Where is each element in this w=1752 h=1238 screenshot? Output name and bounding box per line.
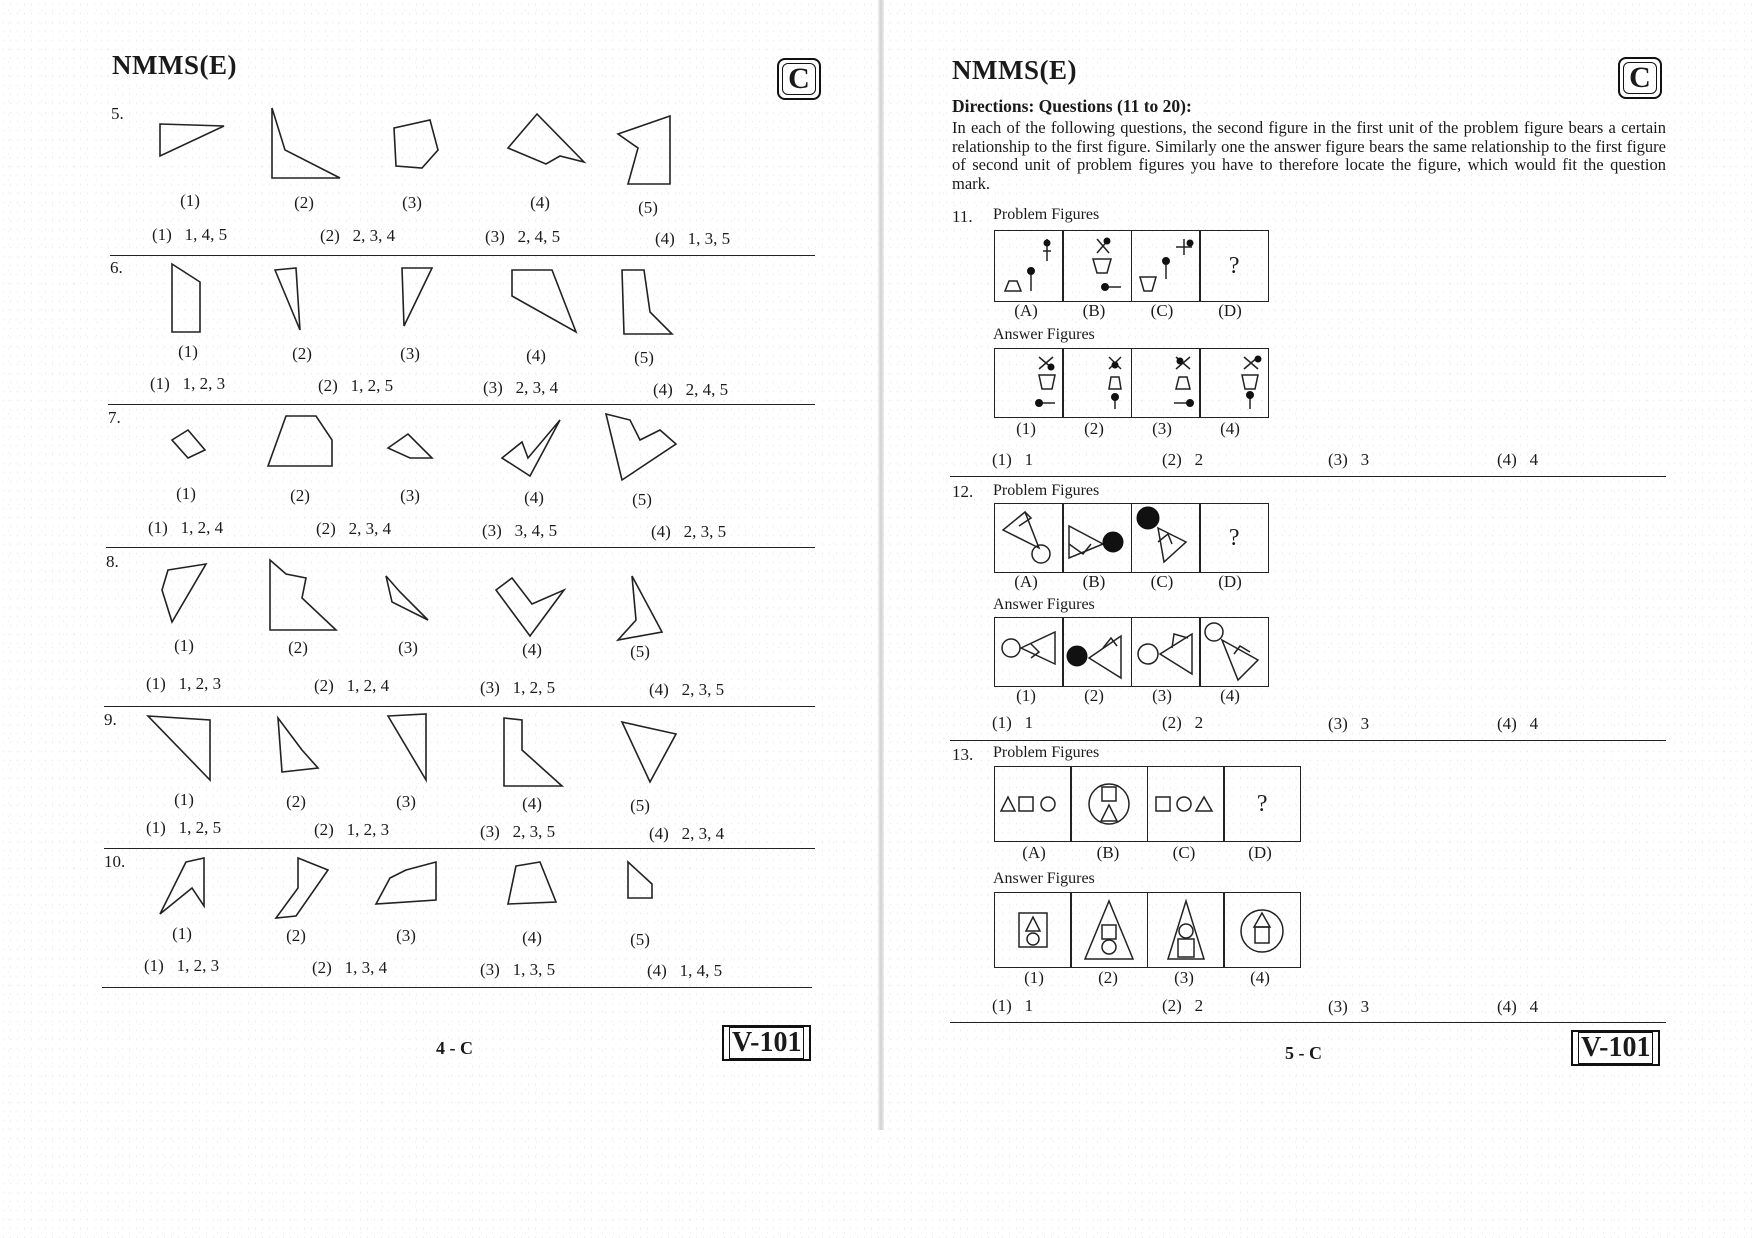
problem-figure-c bbox=[1131, 503, 1201, 573]
option-4[interactable]: (4) 4 bbox=[1497, 450, 1539, 469]
problem-figures-label: Problem Figures bbox=[993, 482, 1100, 499]
figure-label: (5) bbox=[630, 796, 650, 815]
problem-figure-b bbox=[1070, 766, 1148, 842]
option-2[interactable]: (2) 1, 2, 3 bbox=[314, 820, 390, 839]
answer-figure-3[interactable] bbox=[1147, 892, 1225, 968]
figure-label: (A) bbox=[1014, 572, 1038, 591]
q11-a-drawing bbox=[995, 231, 1063, 301]
q12-problem-figures bbox=[994, 503, 1269, 573]
problem-figure-b bbox=[1062, 503, 1132, 573]
option-2[interactable]: (2) 1, 2, 4 bbox=[314, 676, 390, 695]
figure-label: (3) bbox=[400, 344, 420, 363]
option-4[interactable]: (4) 1, 4, 5 bbox=[647, 961, 723, 980]
figure-label: (5) bbox=[638, 198, 658, 217]
q10-shape-4 bbox=[508, 862, 556, 904]
q13-3-drawing bbox=[1148, 893, 1224, 967]
option-3[interactable]: (3) 1, 2, 5 bbox=[480, 678, 556, 697]
figure-label: (3) bbox=[396, 926, 416, 945]
answer-figure-3[interactable] bbox=[1131, 617, 1201, 687]
option-1[interactable]: (1) 1 bbox=[992, 450, 1034, 469]
figure-label: (2) bbox=[1098, 968, 1118, 987]
answer-figures-label: Answer Figures bbox=[993, 326, 1095, 343]
figure-label: (5) bbox=[630, 642, 650, 661]
q13-a-drawing bbox=[995, 767, 1071, 841]
figure-label: (4) bbox=[1250, 968, 1270, 987]
page-header: NMMS(E) bbox=[112, 50, 237, 80]
problem-figure-b bbox=[1062, 230, 1132, 302]
page-number: 4 - C bbox=[436, 1038, 473, 1058]
figure-label: (3) bbox=[396, 792, 416, 811]
q10-shape-1 bbox=[160, 858, 204, 914]
q12-1-drawing bbox=[995, 618, 1063, 686]
answer-figures-label: Answer Figures bbox=[993, 596, 1095, 613]
option-1[interactable]: (1) 1, 2, 3 bbox=[146, 674, 222, 693]
figure-label: (2) bbox=[288, 638, 308, 657]
problem-figure-a bbox=[994, 503, 1064, 573]
answer-figures-label: Answer Figures bbox=[993, 870, 1095, 887]
figure-label: (5) bbox=[632, 490, 652, 509]
right-page bbox=[880, 0, 1752, 1238]
q13-b-drawing bbox=[1071, 767, 1147, 841]
figure-label: (1) bbox=[178, 342, 198, 361]
divider bbox=[950, 1022, 1666, 1023]
figure-label: (D) bbox=[1218, 301, 1242, 320]
figure-label: (3) bbox=[1152, 686, 1172, 705]
q13-answer-figures bbox=[994, 892, 1301, 968]
figure-label: (1) bbox=[180, 191, 200, 210]
q10-shape-3 bbox=[376, 862, 436, 904]
booklet-code-badge: C bbox=[1618, 57, 1662, 99]
divider bbox=[102, 987, 812, 988]
q12-b-drawing bbox=[1063, 504, 1131, 572]
question-number: 6. bbox=[110, 258, 123, 277]
option-4[interactable]: (4) 4 bbox=[1497, 997, 1539, 1016]
figure-label: (C) bbox=[1172, 843, 1196, 862]
q12-a-drawing bbox=[995, 504, 1063, 572]
problem-figure-a bbox=[994, 766, 1072, 842]
option-1[interactable]: (1) 1, 2, 4 bbox=[148, 518, 224, 537]
option-3[interactable]: (3) 3 bbox=[1328, 714, 1370, 733]
q10-shape-5 bbox=[628, 862, 652, 898]
figure-label: (1) bbox=[1024, 968, 1044, 987]
version-badge: V-101 bbox=[1571, 1030, 1660, 1066]
figure-label: (2) bbox=[286, 926, 306, 945]
figure-label: (3) bbox=[398, 638, 418, 657]
option-2[interactable]: (2) 1, 2, 5 bbox=[318, 376, 394, 395]
option-3[interactable]: (3) 2, 3, 4 bbox=[483, 378, 559, 397]
answer-figure-2[interactable] bbox=[1062, 348, 1132, 418]
option-1[interactable]: (1) 1, 2, 3 bbox=[150, 374, 226, 393]
option-3[interactable]: (3) 2, 3, 5 bbox=[480, 822, 556, 841]
figure-label: (4) bbox=[522, 640, 542, 659]
option-2[interactable]: (2) 1, 3, 4 bbox=[312, 958, 388, 977]
question-number: 12. bbox=[952, 482, 974, 501]
question-number: 5. bbox=[111, 104, 124, 123]
answer-figure-1[interactable] bbox=[994, 617, 1064, 687]
answer-figure-3[interactable] bbox=[1131, 348, 1201, 418]
figure-label: (D) bbox=[1218, 572, 1242, 591]
option-4[interactable]: (4) 2, 3, 5 bbox=[649, 680, 725, 699]
figure-label: (C) bbox=[1150, 301, 1174, 320]
problem-figures-label: Problem Figures bbox=[993, 744, 1100, 761]
question-number: 9. bbox=[104, 710, 117, 729]
directions-title: Directions: Questions (11 to 20): bbox=[952, 96, 1192, 116]
q13-2-drawing bbox=[1071, 893, 1147, 967]
page-header: NMMS(E) bbox=[952, 55, 1077, 85]
problem-figure-a bbox=[994, 230, 1064, 302]
option-3[interactable]: (3) 3, 4, 5 bbox=[482, 521, 558, 540]
figure-label: (B) bbox=[1082, 301, 1106, 320]
figure-label: (1) bbox=[174, 790, 194, 809]
q11-problem-figures bbox=[994, 230, 1269, 302]
q13-4-drawing bbox=[1224, 893, 1300, 967]
figure-label: (4) bbox=[1220, 686, 1240, 705]
figure-label: (B) bbox=[1082, 572, 1106, 591]
directions-text: In each of the following questions, the second figure in the first unit of the problem figure bears a certain relationship to the first figure. Similarly one the answer figure bears the same relationship to the first figure of second unit of problem figures you have to therefore locate the figure, which would fit the question mark. bbox=[952, 118, 1666, 193]
figure-label: (4) bbox=[530, 193, 550, 212]
answer-figure-4[interactable] bbox=[1199, 348, 1269, 418]
q11-b-drawing bbox=[1063, 231, 1131, 301]
option-2[interactable]: (2) 2 bbox=[1162, 713, 1204, 732]
option-3[interactable]: (3) 2, 4, 5 bbox=[485, 227, 561, 246]
q11-1-drawing bbox=[995, 349, 1063, 417]
option-2[interactable]: (2) 2, 3, 4 bbox=[320, 226, 396, 245]
figure-label: (1) bbox=[1016, 419, 1036, 438]
option-1[interactable]: (1) 1 bbox=[992, 713, 1034, 732]
answer-figure-4[interactable] bbox=[1223, 892, 1301, 968]
figure-label: (3) bbox=[1174, 968, 1194, 987]
answer-figure-4[interactable] bbox=[1199, 617, 1269, 687]
q13-problem-figures bbox=[994, 766, 1301, 842]
q11-2-drawing bbox=[1063, 349, 1131, 417]
option-4[interactable]: (4) 2, 3, 5 bbox=[651, 522, 727, 541]
problem-figure-c bbox=[1131, 230, 1201, 302]
option-3[interactable]: (3) 3 bbox=[1328, 450, 1370, 469]
option-2[interactable]: (2) 2, 3, 4 bbox=[316, 519, 392, 538]
figure-label: (A) bbox=[1014, 301, 1038, 320]
figure-label: (4) bbox=[524, 488, 544, 507]
problem-figures-label: Problem Figures bbox=[993, 206, 1100, 223]
answer-figure-2[interactable] bbox=[1070, 892, 1148, 968]
figure-label: (2) bbox=[292, 344, 312, 363]
question-number: 13. bbox=[952, 745, 974, 764]
option-4[interactable]: (4) 1, 3, 5 bbox=[655, 229, 731, 248]
figure-label: (A) bbox=[1022, 843, 1046, 862]
figure-label: (B) bbox=[1096, 843, 1120, 862]
question-number: 8. bbox=[106, 552, 119, 571]
question-number: 7. bbox=[108, 408, 121, 427]
option-3[interactable]: (3) 3 bbox=[1328, 997, 1370, 1016]
divider bbox=[950, 476, 1666, 477]
figure-label: (1) bbox=[176, 484, 196, 503]
question-number: 11. bbox=[952, 207, 973, 226]
option-1[interactable]: (1) 1, 2, 5 bbox=[146, 818, 222, 837]
figure-label: (4) bbox=[526, 346, 546, 365]
figure-label: (3) bbox=[1152, 419, 1172, 438]
answer-figure-1[interactable] bbox=[994, 348, 1064, 418]
version-badge: V-101 bbox=[722, 1025, 811, 1061]
option-3[interactable]: (3) 1, 3, 5 bbox=[480, 960, 556, 979]
problem-figure-c bbox=[1147, 766, 1225, 842]
option-4[interactable]: (4) 4 bbox=[1497, 714, 1539, 733]
figure-label: (1) bbox=[1016, 686, 1036, 705]
figure-label: (D) bbox=[1248, 843, 1272, 862]
problem-figure-d: ? bbox=[1199, 503, 1269, 573]
figure-label: (1) bbox=[172, 924, 192, 943]
answer-figure-1[interactable] bbox=[994, 892, 1072, 968]
figure-label: (4) bbox=[1220, 419, 1240, 438]
q13-c-drawing bbox=[1148, 767, 1224, 841]
booklet-code-badge: C bbox=[777, 58, 821, 100]
page-number: 5 - C bbox=[1285, 1043, 1322, 1063]
q10-shape-2 bbox=[276, 858, 328, 918]
question-number: 10. bbox=[104, 852, 126, 871]
option-1[interactable]: (1) 1, 2, 3 bbox=[144, 956, 220, 975]
q11-4-drawing bbox=[1200, 349, 1268, 417]
figure-label: (3) bbox=[400, 486, 420, 505]
figure-label: (2) bbox=[290, 486, 310, 505]
figure-label: (C) bbox=[1150, 572, 1174, 591]
option-2[interactable]: (2) 2 bbox=[1162, 450, 1204, 469]
figure-label: (4) bbox=[522, 794, 542, 813]
figure-label: (5) bbox=[630, 930, 650, 949]
option-2[interactable]: (2) 2 bbox=[1162, 996, 1204, 1015]
option-4[interactable]: (4) 2, 3, 4 bbox=[649, 824, 725, 843]
option-1[interactable]: (1) 1, 4, 5 bbox=[152, 225, 228, 244]
problem-figure-d: ? bbox=[1223, 766, 1301, 842]
q11-c-drawing bbox=[1132, 231, 1200, 301]
q11-answer-figures bbox=[994, 348, 1269, 418]
q12-2-drawing bbox=[1063, 618, 1131, 686]
figure-label: (2) bbox=[294, 193, 314, 212]
figure-label: (1) bbox=[174, 636, 194, 655]
figure-label: (2) bbox=[1084, 419, 1104, 438]
figure-label: (5) bbox=[634, 348, 654, 367]
option-4[interactable]: (4) 2, 4, 5 bbox=[653, 380, 729, 399]
q12-c-drawing bbox=[1132, 504, 1200, 572]
q12-3-drawing bbox=[1132, 618, 1200, 686]
option-1[interactable]: (1) 1 bbox=[992, 996, 1034, 1015]
q12-4-drawing bbox=[1200, 618, 1268, 686]
q13-1-drawing bbox=[995, 893, 1071, 967]
figure-label: (2) bbox=[286, 792, 306, 811]
figure-label: (3) bbox=[402, 193, 422, 212]
divider bbox=[950, 740, 1666, 741]
problem-figure-d: ? bbox=[1199, 230, 1269, 302]
q11-3-drawing bbox=[1132, 349, 1200, 417]
answer-figure-2[interactable] bbox=[1062, 617, 1132, 687]
q12-answer-figures bbox=[994, 617, 1269, 687]
figure-label: (4) bbox=[522, 928, 542, 947]
figure-label: (2) bbox=[1084, 686, 1104, 705]
